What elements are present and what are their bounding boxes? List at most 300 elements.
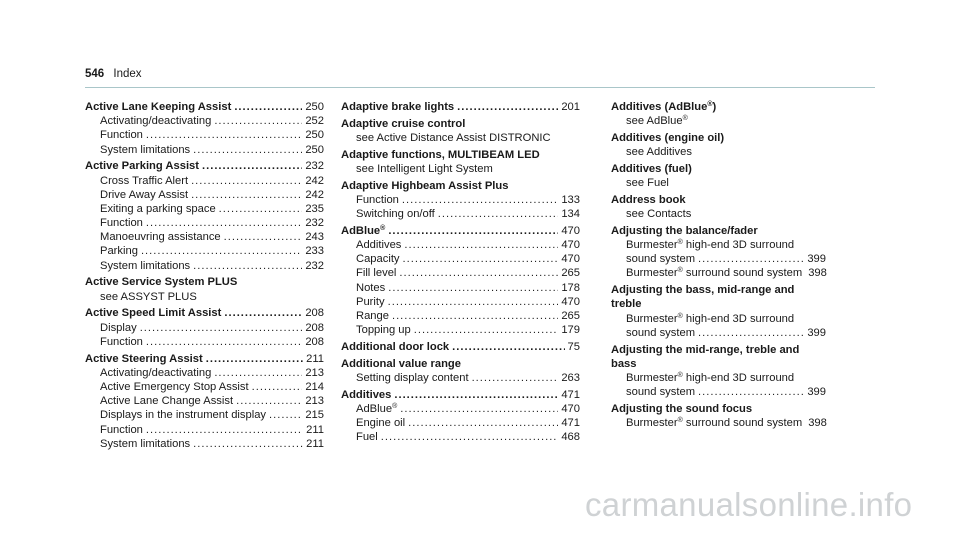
entry-label: Fill level (356, 267, 397, 280)
dot-leader (224, 230, 303, 244)
index-subentry (341, 193, 580, 207)
page-reference: 232 (305, 217, 324, 230)
page-reference: 75 (567, 340, 580, 353)
index-column-2 (341, 100, 580, 444)
dot-leader (381, 430, 559, 444)
index-subentry (341, 416, 580, 430)
entry-text (356, 266, 396, 280)
page-reference: 250 (305, 101, 324, 113)
entry-text (626, 371, 794, 385)
dot-leader (457, 100, 558, 114)
entry-label: Additional door lock (341, 340, 450, 353)
dot-leader (191, 174, 302, 188)
watermark: carmanualsonline.info (585, 486, 913, 523)
index-subentry (341, 323, 580, 337)
entry-label: Address book (611, 193, 686, 206)
dot-leader (452, 340, 564, 354)
page-reference: 133 (561, 193, 580, 206)
entry-label: Adaptive brake lights (341, 101, 455, 113)
entry-label: sound system (626, 386, 696, 399)
index-subentry (85, 366, 324, 380)
entry-label: Adjusting the balance/fader (611, 224, 758, 237)
entry-label: Additives (341, 388, 392, 401)
entry-label: System limitations (100, 259, 191, 272)
entry-text (100, 366, 211, 380)
index-entry (341, 224, 580, 238)
entry-text (100, 380, 249, 394)
entry-label: AdBlue (356, 402, 393, 415)
entry-text (356, 207, 435, 221)
page-reference: 242 (305, 174, 324, 187)
entry-text (626, 114, 688, 128)
dot-leader (140, 321, 303, 335)
page-header (85, 68, 142, 80)
page-reference: 470 (561, 224, 580, 237)
registered-mark: ® (380, 224, 386, 232)
dot-leader (388, 224, 558, 238)
entry-label-continued: ) (712, 101, 717, 113)
page-reference: 213 (305, 366, 324, 379)
entry-label: Function (100, 217, 143, 230)
index-subentry (341, 430, 580, 444)
entry-label: Manoeuvring assistance (100, 231, 221, 244)
entry-text (626, 252, 695, 266)
entry-label: Adjusting the mid-range, treble and (611, 343, 800, 356)
entry-text (611, 162, 692, 176)
page-reference: 470 (561, 295, 580, 308)
index-subentry (611, 252, 826, 266)
index-subentry (85, 437, 324, 451)
entry-text (611, 283, 794, 297)
entry-text (85, 352, 203, 366)
index-subentry (611, 114, 826, 128)
index-entry (611, 402, 826, 416)
entry-text (626, 176, 669, 190)
index-entry (341, 148, 580, 162)
entry-label: Notes (356, 281, 386, 294)
entry-text (611, 343, 799, 357)
dot-leader (269, 408, 302, 422)
index-subentry (611, 207, 826, 221)
entry-text (100, 408, 266, 422)
index-subentry (85, 174, 324, 188)
entry-label: see Fuel (626, 177, 669, 190)
dot-leader (438, 207, 559, 221)
index-subentry (341, 371, 580, 385)
page-reference: 399 (807, 253, 826, 266)
entry-text (356, 323, 411, 337)
dot-leader (146, 423, 303, 437)
index-entry (611, 193, 826, 207)
entry-text (356, 193, 399, 207)
index-entry (611, 100, 826, 114)
entry-label: Active Parking Assist (85, 160, 199, 173)
index-subentry (85, 188, 324, 202)
index-column-3 (611, 100, 826, 430)
page-reference: 201 (561, 101, 580, 113)
entry-label: Engine oil (356, 417, 406, 430)
entry-label: Burmester (626, 239, 678, 252)
page-reference: 398 (808, 267, 827, 280)
entry-text (85, 100, 231, 114)
entry-label-continued: high-end 3D surround (682, 312, 795, 325)
entry-text (611, 131, 724, 145)
entry-label: Activating/deactivating (100, 115, 212, 128)
entry-label: see Intelligent Light System (356, 162, 493, 175)
page-reference: 232 (305, 259, 324, 272)
entry-text (356, 295, 385, 309)
index-entry (611, 283, 826, 297)
entry-text (356, 371, 469, 385)
entry-label: Purity (356, 295, 385, 308)
entry-label: Burmester (626, 312, 678, 325)
page-reference: 470 (561, 239, 580, 252)
entry-label: sound system (626, 253, 696, 266)
entry-label: Active Lane Change Assist (100, 395, 234, 408)
entry-text (356, 131, 551, 145)
entry-text (356, 402, 397, 416)
entry-text (341, 388, 391, 402)
entry-text (611, 193, 686, 207)
dot-leader (193, 143, 302, 157)
entry-label: Exiting a parking space (100, 202, 216, 215)
page-reference: 242 (305, 188, 324, 201)
entry-label: bass (611, 357, 637, 370)
index-entry (611, 297, 826, 311)
entry-label: treble (611, 298, 642, 311)
entry-label: Adaptive functions, MULTIBEAM LED (341, 148, 540, 161)
entry-text (626, 385, 695, 399)
entry-text (341, 357, 461, 371)
page-reference: 250 (305, 129, 324, 142)
entry-label: Adaptive Highbeam Assist Plus (341, 179, 509, 192)
entry-text (356, 238, 401, 252)
entry-label: Adaptive cruise control (341, 117, 466, 130)
entry-text (100, 143, 190, 157)
index-entry (611, 162, 826, 176)
entry-text (626, 145, 692, 159)
entry-label: AdBlue (341, 224, 381, 237)
entry-label: Function (100, 423, 143, 436)
entry-label: see Additives (626, 146, 692, 159)
entry-text (100, 114, 211, 128)
entry-text (100, 216, 143, 230)
entry-text (341, 224, 385, 238)
page-reference: 214 (305, 380, 324, 393)
dot-leader (252, 380, 303, 394)
registered-mark: ® (682, 115, 688, 123)
index-entry (341, 357, 580, 371)
entry-text (626, 207, 691, 221)
entry-text (100, 128, 143, 142)
entry-label: Topping up (356, 324, 411, 337)
page-reference: 471 (561, 388, 580, 401)
entry-label: Adjusting the sound focus (611, 402, 753, 415)
entry-text (100, 174, 188, 188)
entry-text (356, 416, 405, 430)
index-entry (85, 100, 324, 114)
page-reference: 215 (305, 409, 324, 422)
entry-label: see AdBlue (626, 115, 683, 128)
entry-text (100, 423, 143, 437)
dot-leader (698, 385, 804, 399)
page-reference: 398 (808, 417, 827, 430)
entry-label: Drive Away Assist (100, 188, 189, 201)
entry-label: Active Emergency Stop Assist (100, 380, 249, 393)
entry-text (100, 437, 190, 451)
index-entry (611, 224, 826, 238)
entry-label: Burmester (626, 417, 678, 430)
entry-label-continued: high-end 3D surround (682, 371, 795, 384)
dot-leader (219, 202, 303, 216)
dot-leader (404, 238, 558, 252)
entry-text (626, 312, 794, 326)
dot-leader (698, 326, 804, 340)
entry-text (356, 309, 389, 323)
index-entry (341, 388, 580, 402)
entry-label: Setting display content (356, 371, 469, 384)
dot-leader (394, 388, 558, 402)
entry-label: System limitations (100, 437, 191, 450)
entry-label: Burmester (626, 371, 678, 384)
index-subentry (85, 244, 324, 258)
entry-label: Range (356, 310, 389, 322)
page-reference: 211 (306, 437, 324, 450)
page-reference: 250 (305, 143, 324, 156)
entry-label: Displays in the instrument display (100, 409, 267, 422)
entry-label: Adjusting the bass, mid-range and (611, 284, 795, 297)
entry-label-continued: high-end 3D surround (682, 239, 795, 252)
entry-text (356, 281, 385, 295)
dot-leader (236, 394, 302, 408)
index-subentry (85, 114, 324, 128)
dot-leader (191, 188, 302, 202)
page-reference: 211 (306, 352, 324, 365)
index-subentry (341, 266, 580, 280)
entry-label: Additives (engine oil) (611, 131, 725, 144)
dot-leader (206, 352, 303, 366)
dot-leader (388, 295, 559, 309)
entry-label: Switching on/off (356, 208, 435, 221)
entry-label: Active Speed Limit Assist (85, 307, 222, 320)
page-reference: 211 (306, 423, 324, 436)
index-entry (85, 306, 324, 320)
entry-label: Additives (356, 239, 402, 252)
entry-text (611, 297, 641, 311)
dot-leader (408, 416, 558, 430)
entry-label: Burmester (626, 267, 678, 280)
entry-label-continued: surround sound system (682, 267, 803, 280)
index-subentry (611, 416, 826, 430)
page-reference: 134 (561, 208, 580, 221)
entry-text (611, 224, 758, 238)
page-reference: 265 (561, 310, 580, 322)
dot-leader (193, 437, 303, 451)
entry-text (85, 275, 237, 289)
entry-text (100, 394, 233, 408)
dot-leader (414, 323, 559, 337)
index-entry (85, 352, 324, 366)
registered-mark: ® (707, 101, 713, 108)
page-reference: 471 (561, 417, 580, 430)
entry-label: System limitations (100, 143, 191, 156)
index-subentry (85, 128, 324, 142)
entry-text (100, 321, 137, 335)
index-subentry (85, 380, 324, 394)
entry-label: see ASSYST PLUS (100, 290, 197, 303)
entry-label: Function (356, 193, 399, 206)
entry-text (611, 402, 752, 416)
dot-leader (403, 252, 559, 266)
entry-text (626, 416, 802, 430)
dot-leader (472, 371, 559, 385)
index-subentry (611, 176, 826, 190)
dot-leader (234, 100, 302, 114)
dot-leader (214, 366, 302, 380)
page-reference: 213 (305, 395, 324, 408)
index-entry (85, 159, 324, 173)
entry-label: Active Steering Assist (85, 352, 203, 365)
entry-text (341, 179, 508, 193)
page-reference: 232 (305, 160, 324, 173)
entry-label: sound system (626, 326, 696, 339)
entry-text (100, 230, 221, 244)
dot-leader (698, 252, 804, 266)
registered-mark: ® (677, 312, 683, 320)
entry-text (341, 117, 465, 131)
page-reference: 470 (561, 402, 580, 415)
page-reference: 208 (305, 321, 324, 334)
index-subentry (85, 230, 324, 244)
entry-label: see Contacts (626, 208, 692, 221)
entry-text (85, 306, 221, 320)
index-subentry (611, 266, 826, 280)
entry-text (626, 266, 802, 280)
entry-label: Function (100, 335, 143, 348)
entry-text (100, 290, 197, 304)
dot-leader (400, 402, 558, 416)
registered-mark: ® (392, 402, 398, 410)
page-reference: 263 (561, 371, 580, 384)
page-reference: 252 (305, 115, 324, 128)
index-subentry (341, 238, 580, 252)
index-subentry (85, 423, 324, 437)
page-reference: 208 (305, 307, 324, 320)
entry-text (100, 244, 138, 258)
entry-label: Parking (100, 245, 138, 258)
index-subentry (611, 371, 826, 385)
index-entry (85, 275, 324, 289)
dot-leader (146, 335, 302, 349)
index-subentry (611, 326, 826, 340)
entry-label: Capacity (356, 253, 400, 266)
index-subentry (341, 162, 580, 176)
index-entry (611, 343, 826, 357)
index-subentry (611, 238, 826, 252)
entry-text (341, 100, 454, 114)
entry-label: Additional value range (341, 357, 461, 370)
index-subentry (341, 295, 580, 309)
index-subentry (85, 335, 324, 349)
entry-label: Additives (AdBlue (611, 101, 708, 113)
index-subentry (85, 259, 324, 273)
dot-leader (193, 259, 302, 273)
index-column-1 (85, 100, 324, 451)
dot-leader (388, 281, 558, 295)
page-reference: 235 (305, 202, 324, 215)
page-reference: 233 (305, 245, 324, 258)
index-entry (611, 357, 826, 371)
entry-label: Active Service System PLUS (85, 276, 238, 289)
entry-text (611, 357, 637, 371)
entry-label: Cross Traffic Alert (100, 174, 189, 187)
entry-label: Display (100, 321, 137, 334)
page-reference: 208 (305, 335, 324, 348)
index-subentry (85, 290, 324, 304)
index-subentry (341, 281, 580, 295)
registered-mark: ® (677, 417, 683, 425)
page-reference: 399 (807, 386, 826, 399)
index-subentry (341, 252, 580, 266)
index-entry (341, 117, 580, 131)
dot-leader (224, 306, 302, 320)
entry-text (100, 259, 190, 273)
dot-leader (141, 244, 302, 258)
page-number: 546 (85, 68, 105, 80)
dot-leader (202, 159, 302, 173)
dot-leader (146, 216, 302, 230)
index-subentry (341, 207, 580, 221)
entry-text (626, 238, 794, 252)
page-reference: 243 (305, 231, 324, 244)
page-reference: 399 (807, 326, 826, 339)
entry-label: Function (100, 129, 143, 142)
dot-leader (392, 309, 558, 323)
entry-label: Active Lane Keeping Assist (85, 101, 232, 113)
page-reference: 470 (561, 253, 580, 266)
entry-text (85, 159, 199, 173)
registered-mark: ® (677, 239, 683, 247)
index-entry (341, 100, 580, 114)
entry-text (611, 100, 716, 114)
entry-label: Fuel (356, 431, 378, 444)
header-rule (85, 87, 875, 88)
index-subentry (85, 202, 324, 216)
entry-text (100, 202, 216, 216)
dot-leader (399, 266, 558, 280)
index-entry (611, 131, 826, 145)
entry-text (341, 340, 449, 354)
index-subentry (341, 131, 580, 145)
entry-text (626, 326, 695, 340)
index-subentry (85, 394, 324, 408)
entry-text (356, 430, 378, 444)
index-subentry (341, 402, 580, 416)
entry-label-continued: surround sound system (682, 417, 803, 430)
index-subentry (611, 312, 826, 326)
section-title: Index (113, 68, 142, 80)
entry-text (100, 335, 143, 349)
page-reference: 265 (561, 267, 580, 280)
entry-text (100, 188, 188, 202)
entry-label: Activating/deactivating (100, 366, 212, 379)
index-subentry (611, 385, 826, 399)
page-reference: 178 (561, 281, 580, 294)
index-subentry (341, 309, 580, 323)
registered-mark: ® (677, 371, 683, 379)
dot-leader (214, 114, 302, 128)
index-subentry (611, 145, 826, 159)
